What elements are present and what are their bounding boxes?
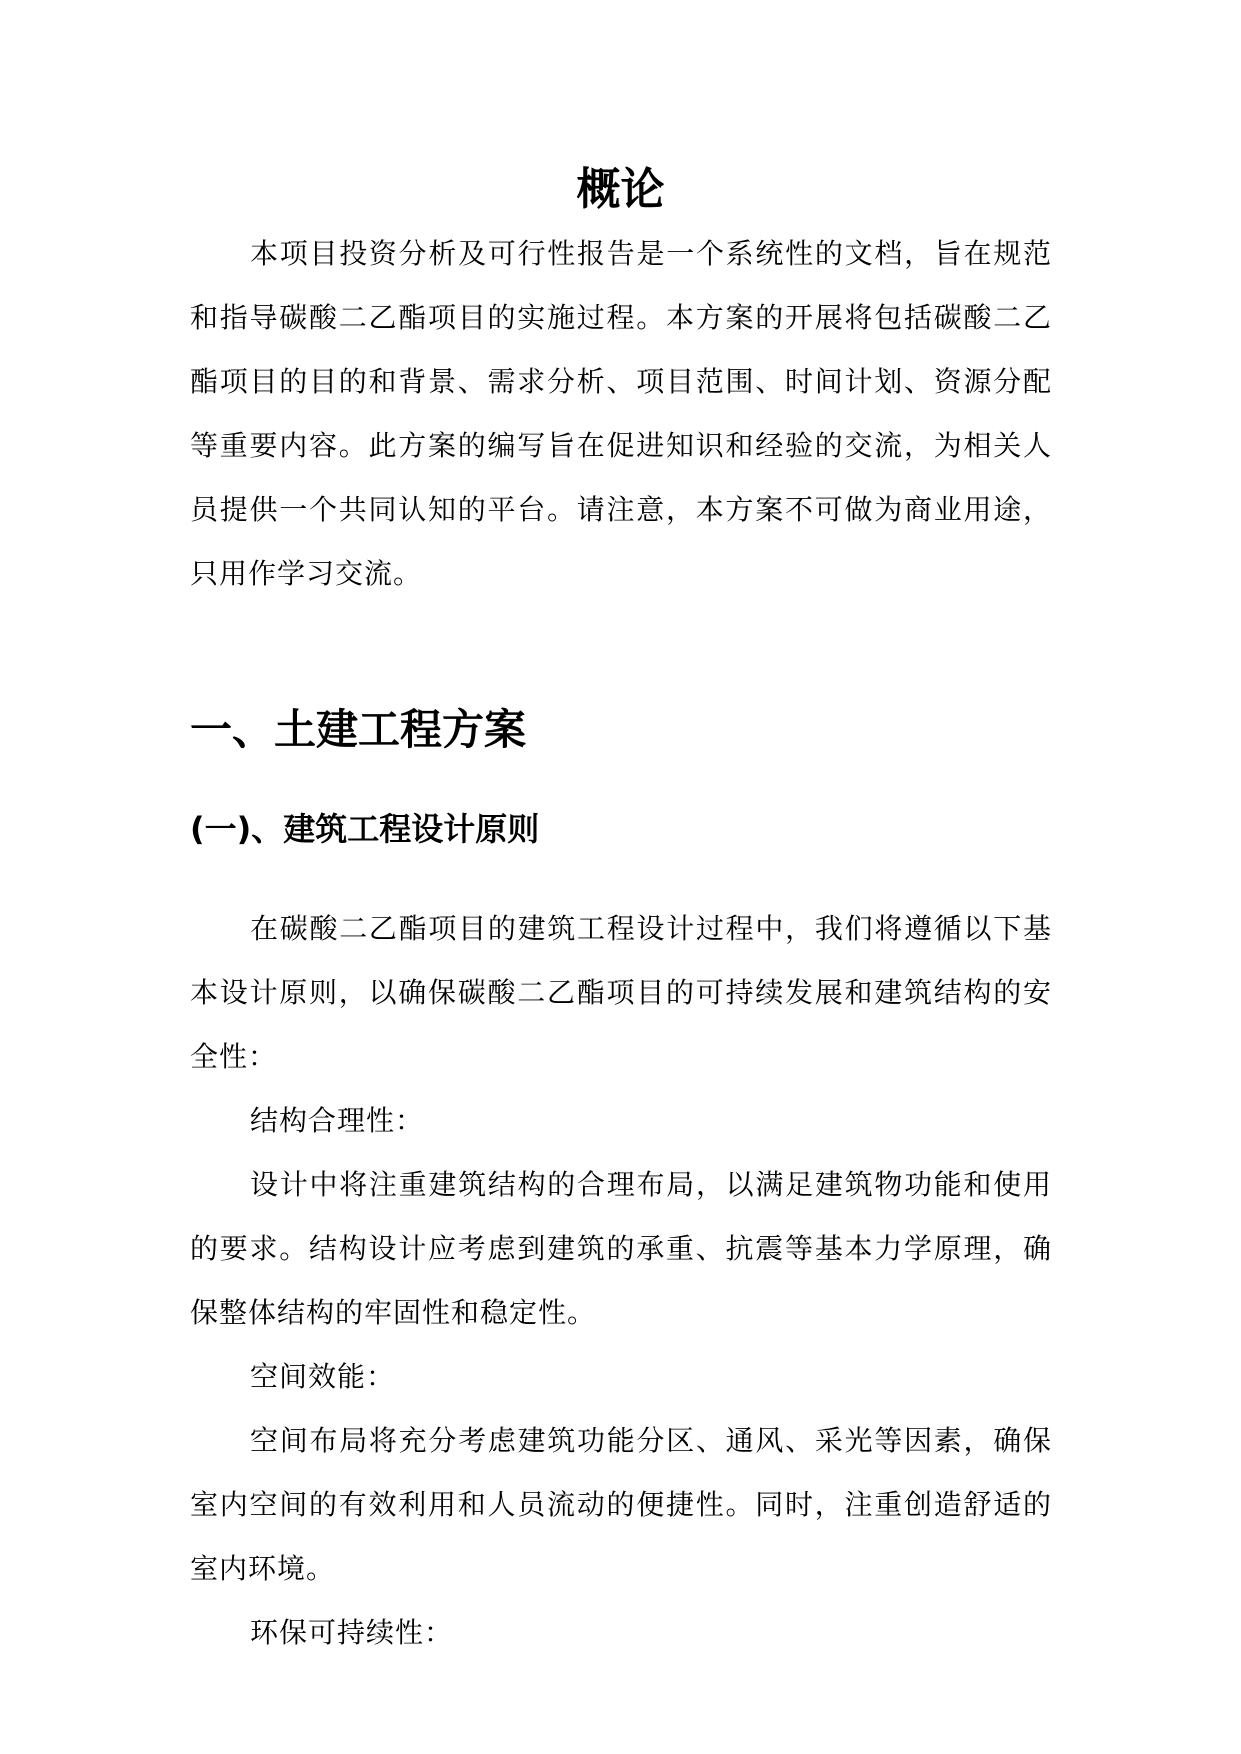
item-label: 环保可持续性： xyxy=(250,1616,454,1649)
lead-paragraph: 在碳酸二乙酯项目的建筑工程设计过程中，我们将遵循以下基本设计原则，以确保碳酸二乙酯项目的可持续发展和建筑结构的安全性： xyxy=(190,912,1052,1073)
item-label: 空间效能： xyxy=(250,1360,396,1393)
item-label: 结构合理性： xyxy=(250,1104,425,1137)
page-title: 概论 xyxy=(576,164,665,215)
section-heading: 一、土建工程方案 xyxy=(190,705,527,754)
subsection-body xyxy=(190,897,1052,1665)
item-paragraph: 空间布局将充分考虑建筑功能分区、通风、采光等因素，确保室内空间的有效利用和人员流动的便捷性。同时，注重创造舒适的室内环境。 xyxy=(190,1424,1052,1585)
intro-paragraph: 本项目投资分析及可行性报告是一个系统性的文档，旨在规范和指导碳酸二乙酯项目的实施过程。本方案的开展将包括碳酸二乙酯项目的目的和背景、需求分析、项目范围、时间计划、资源分配等重要内容。此方案的编写旨在促进知识和经验的交流，为相关人员提供一个共同认知的平台。请注意，本方案不可做为商业用途，只用作学习交流。 xyxy=(190,237,1052,590)
intro-block xyxy=(190,222,1052,606)
subsection-heading: (一)、建筑工程设计原则 xyxy=(190,810,540,848)
item-paragraph: 设计中将注重建筑结构的合理布局，以满足建筑物功能和使用的要求。结构设计应考虑到建筑的承重、抗震等基本力学原理，确保整体结构的牢固性和稳定性。 xyxy=(190,1168,1052,1329)
